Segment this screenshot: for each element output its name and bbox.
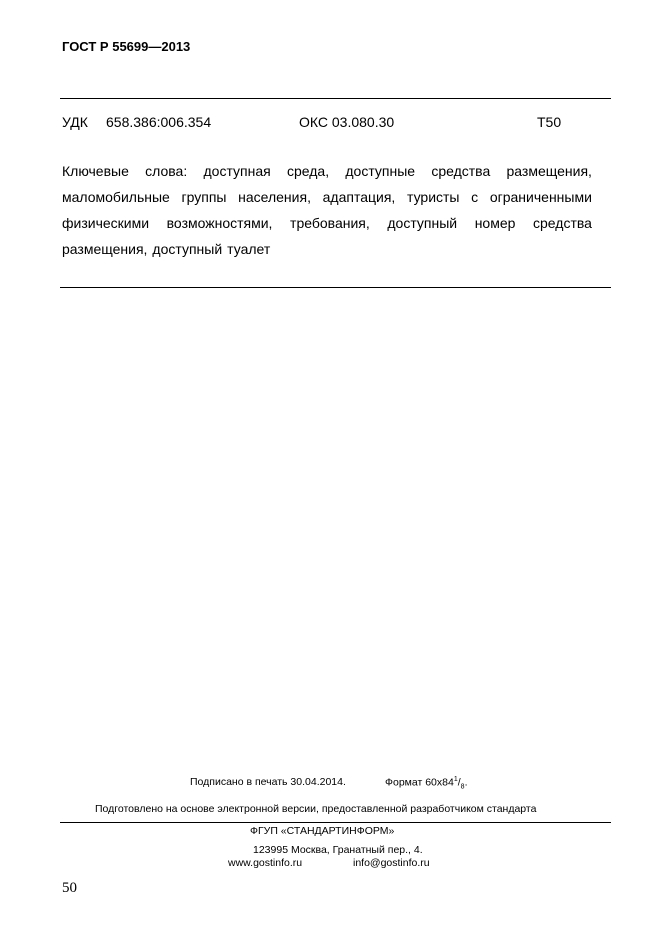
publisher-address: 123995 Москва, Гранатный пер., 4. (253, 844, 423, 856)
keyword-word: доступная (203, 163, 271, 179)
keyword-word: размещения, (506, 163, 592, 179)
keyword-word: населения, (238, 189, 311, 205)
keywords-line (62, 236, 592, 262)
paper-format: Формат $60x84^1/_8$. (385, 776, 468, 791)
keyword-word: средства (431, 163, 491, 179)
keywords-paragraph (62, 158, 592, 262)
keyword-word: физическими (62, 215, 150, 231)
udk-label: УДК (62, 114, 88, 130)
signed-date: Подписано в печать 30.04.2014. (190, 776, 346, 788)
keyword-word: туристы (407, 189, 460, 205)
format-prefix: Формат 60x84 (385, 776, 454, 789)
keywords-divider (60, 287, 611, 288)
keyword-word: доступные (345, 163, 416, 179)
keywords-line (62, 158, 592, 184)
keyword-word: требования, (290, 215, 370, 231)
keyword-word: доступный (387, 215, 458, 231)
top-divider (60, 98, 611, 99)
keyword-word: адаптация, (322, 189, 396, 205)
prepared-note: Подготовлено на основе электронной версии, предоставленной разработчиком стандарта (95, 803, 537, 815)
keyword-word: ограниченными (489, 189, 592, 205)
format-suffix: . (464, 776, 468, 789)
keyword-word: группы (181, 189, 227, 205)
imprint-divider (60, 822, 611, 823)
keyword-word: возможностями, (166, 215, 273, 231)
keyword-word: с (471, 189, 479, 205)
keyword-word: среда, (286, 163, 330, 179)
page-number: 50 (62, 880, 77, 896)
keyword-word: слова: (145, 163, 188, 179)
format-numerator: 1 (453, 776, 458, 783)
t-code: Т50 (537, 114, 562, 130)
keyword-word: доступный (152, 241, 223, 257)
udk-value: 658.386:006.354 (106, 114, 212, 130)
publisher-email: info@gostinfo.ru (353, 857, 430, 869)
keyword-word: Ключевые (62, 163, 129, 179)
format-denominator: 8 (460, 783, 465, 791)
keywords-line (62, 210, 592, 236)
publisher-website: www.gostinfo.ru (228, 857, 303, 869)
standard-id: ГОСТ Р 55699—2013 (62, 39, 191, 54)
publisher-name: ФГУП «СТАНДАРТИНФОРМ» (250, 825, 395, 837)
keyword-word: туалет (227, 241, 271, 257)
keyword-word: размещения, (62, 241, 148, 257)
oks-code: ОКС 03.080.30 (299, 114, 395, 130)
keywords-line (62, 184, 592, 210)
keyword-word: маломобильные (62, 189, 170, 205)
keyword-word: номер (474, 215, 516, 231)
keyword-word: средства (533, 215, 592, 231)
